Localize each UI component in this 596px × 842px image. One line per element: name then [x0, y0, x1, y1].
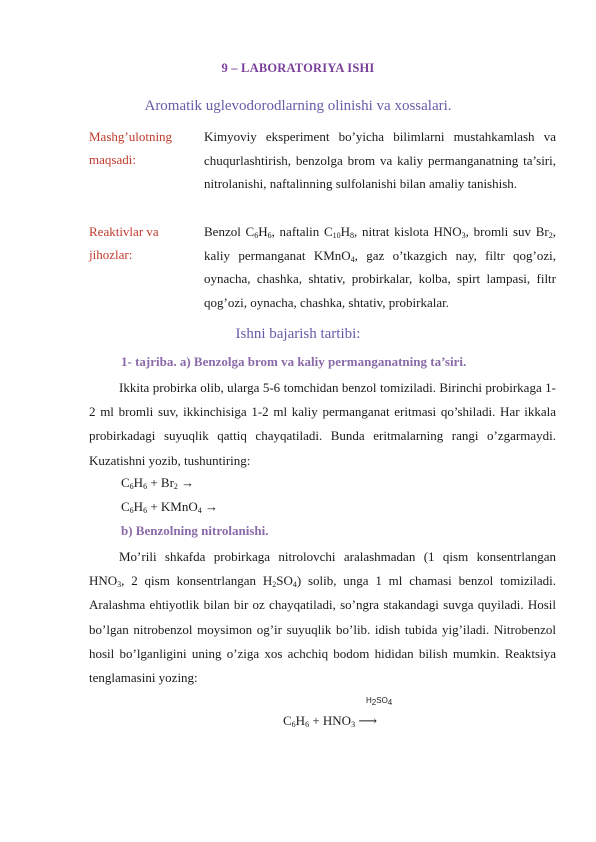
reagents-label: Reaktivlar va jihozlar:	[89, 224, 159, 262]
page-subtitle: Aromatik uglevodorodlarning olinishi va xossalari.	[144, 98, 452, 114]
procedure-heading: Ishni bajarish tartibi:	[235, 326, 361, 342]
catalyst-label: $H_2SO_4$	[366, 696, 393, 707]
purpose-label: Mashg’ulotning maqsadi:	[89, 129, 173, 167]
equation-nitration: $C_6H_6 + HNO_3$ ⟶	[283, 713, 377, 729]
experiment1b-text: Mo’rili shkafda probirkaga nitrolovchi aralashmadan (1 qism konsentrlangan $HNO_3$, 2 qism konsentrlangan $H_2SO_4$) solib, unga 1 ml chamasi benzol tomiziladi. Aralashma ehtiyotlik bilan bir oz chayqatiladi, so’ngra stakandagi suvga quyiladi. Hosil bo’lgan nitrobenzol moysimon og’ir suyuqlik bo’lib. idish tubida yig’iladi. Nitrobenzol hosil bo’lganligini uning o’ziga xos achchiq bodom hididan bilish mumkin. Reaktsiya tenglamasini yozing:	[89, 549, 557, 686]
purpose-text: Kimyoviy eksperiment bo’yicha bilimlarni mustahkamlash va chuqurlashtirish, benzolga brom va kaliy permanganatning ta’siri, nitrolanishi, naftalinning sulfolanishi bilan amaliy tanishish.	[204, 129, 556, 191]
experiment1-text: Ikkita probirka olib, ularga 5-6 tomchidan benzol tomiziladi. Birinchi probirkaga 1-2 ml bromli suv, ikkinchisiga 1-2 ml kaliy permanganat eritmasi qo’shiladi. Har ikkala probirkadagi suyuqlik qattiq chayqatiladi. Bunda eritmalarning rangi o’zgarmaydi. Kuzatishni yozib, tushuntiring:	[89, 380, 556, 468]
experiment1b-heading: b) Benzolning nitrolanishi.	[121, 523, 269, 538]
equation-benzene-bromine: $C_6H_6 + Br_2$ →	[121, 475, 195, 491]
page-title: 9 – LABORATORIYA ISHI	[221, 61, 375, 75]
equation-benzene-kmno4: $C_6H_6$ + KMnO$_4$ →	[121, 499, 218, 515]
reagents-text: Benzol $C_6H_6$, naftalin $C_{10}H_8$, nitrat kislota $HNO_3$, bromli suv $Br_2$, kaliy permanganat KMnO$_4$, gaz o’tkazgich nay, filtr qog’ozi, oynacha, chashka, shtativ, probirkalar, kolba, spirt lampasi, filtr qog’ozi, oynacha, chashka, shtativ, probirkalar.	[204, 224, 556, 310]
experiment1-heading: 1- tajriba. a) Benzolga brom va kaliy permanganatning ta’siri.	[121, 354, 467, 369]
